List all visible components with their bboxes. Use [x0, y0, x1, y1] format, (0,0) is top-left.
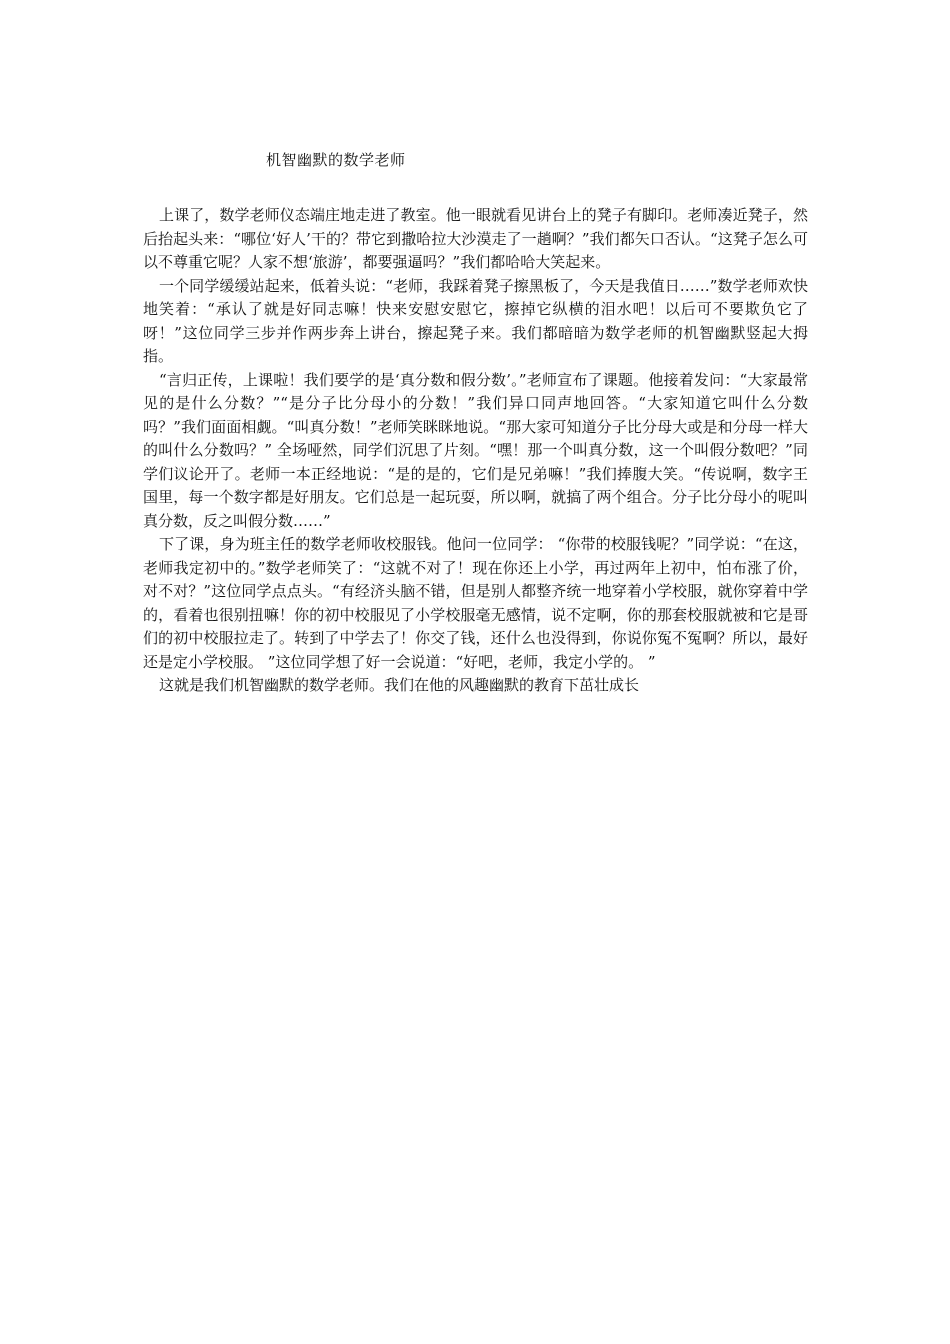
- paragraph-3: “言归正传，上课啦！我们要学的是‘真分数和假分数’。”老师宣布了课题。他接着发问：“大家最常见的是什么分数？”“是分子比分母小的分数！”我们异口同声地回答。“大家知道它叫什么分数吗？”我们面面相觑。“叫真分数！”老师笑眯眯地说。“那大家可知道分子比分母大或是和分母一样大的叫什么分数吗？” 全场哑然，同学们沉思了片刻。“嘿！那一个叫真分数，这一个叫假分数吧？”同学们议论开了。老师一本正经地说：“是的是的，它们是兄弟嘛！”我们捧腹大笑。“传说啊，数字王国里，每一个数字都是好朋友。它们总是一起玩耍，所以啊，就搞了两个组合。分子比分母小的呢叫真分数，反之叫假分数……”: [143, 370, 808, 530]
- paragraph-4: 下了课，身为班主任的数学老师收校服钱。他问一位同学： “你带的校服钱呢？”同学说：“在这，老师我定初中的。”数学老师笑了：“这就不对了！现在你还上小学，再过两年上初中，怕布涨了价，对不对？”这位同学点点头。“有经济头脑不错，但是别人都整齐统一地穿着小学校服，就你穿着中学的，看着也很别扭嘛！你的初中校服见了小学校服毫无感情，说不定啊，你的那套校服就被和它是哥们的初中校服拉走了。转到了中学去了！你交了钱，还什么也没得到，你说你冤不冤啊？所以，最好还是定小学校服。 ”这位同学想了好一会说道：“好吧，老师，我定小学的。 ”: [143, 535, 808, 671]
- paragraph-5: 这就是我们机智幽默的数学老师。我们在他的风趣幽默的教育下茁壮成长: [159, 676, 640, 694]
- paragraph-1: 上课了，数学老师仪态端庄地走进了教室。他一眼就看见讲台上的凳子有脚印。老师凑近凳子，然后抬起头来：“哪位‘好人’干的？带它到撒哈拉大沙漠走了一趟啊？”我们都矢口否认。“这凳子怎么可以不尊重它呢？人家不想‘旅游’，都要强逼吗？”我们都哈哈大笑起来。: [143, 206, 808, 271]
- paragraph-2: 一个同学缓缓站起来，低着头说：“老师，我踩着凳子擦黑板了，今天是我值日……”数学老师欢快地笑着：“承认了就是好同志嘛！快来安慰安慰它，擦掉它纵横的泪水吧！以后可不要欺负它了呀！”这位同学三步并作两步奔上讲台，擦起凳子来。我们都暗暗为数学老师的机智幽默竖起大拇指。: [143, 276, 808, 365]
- document-body: [143, 204, 808, 698]
- document-title: 机智幽默的数学老师: [266, 151, 406, 169]
